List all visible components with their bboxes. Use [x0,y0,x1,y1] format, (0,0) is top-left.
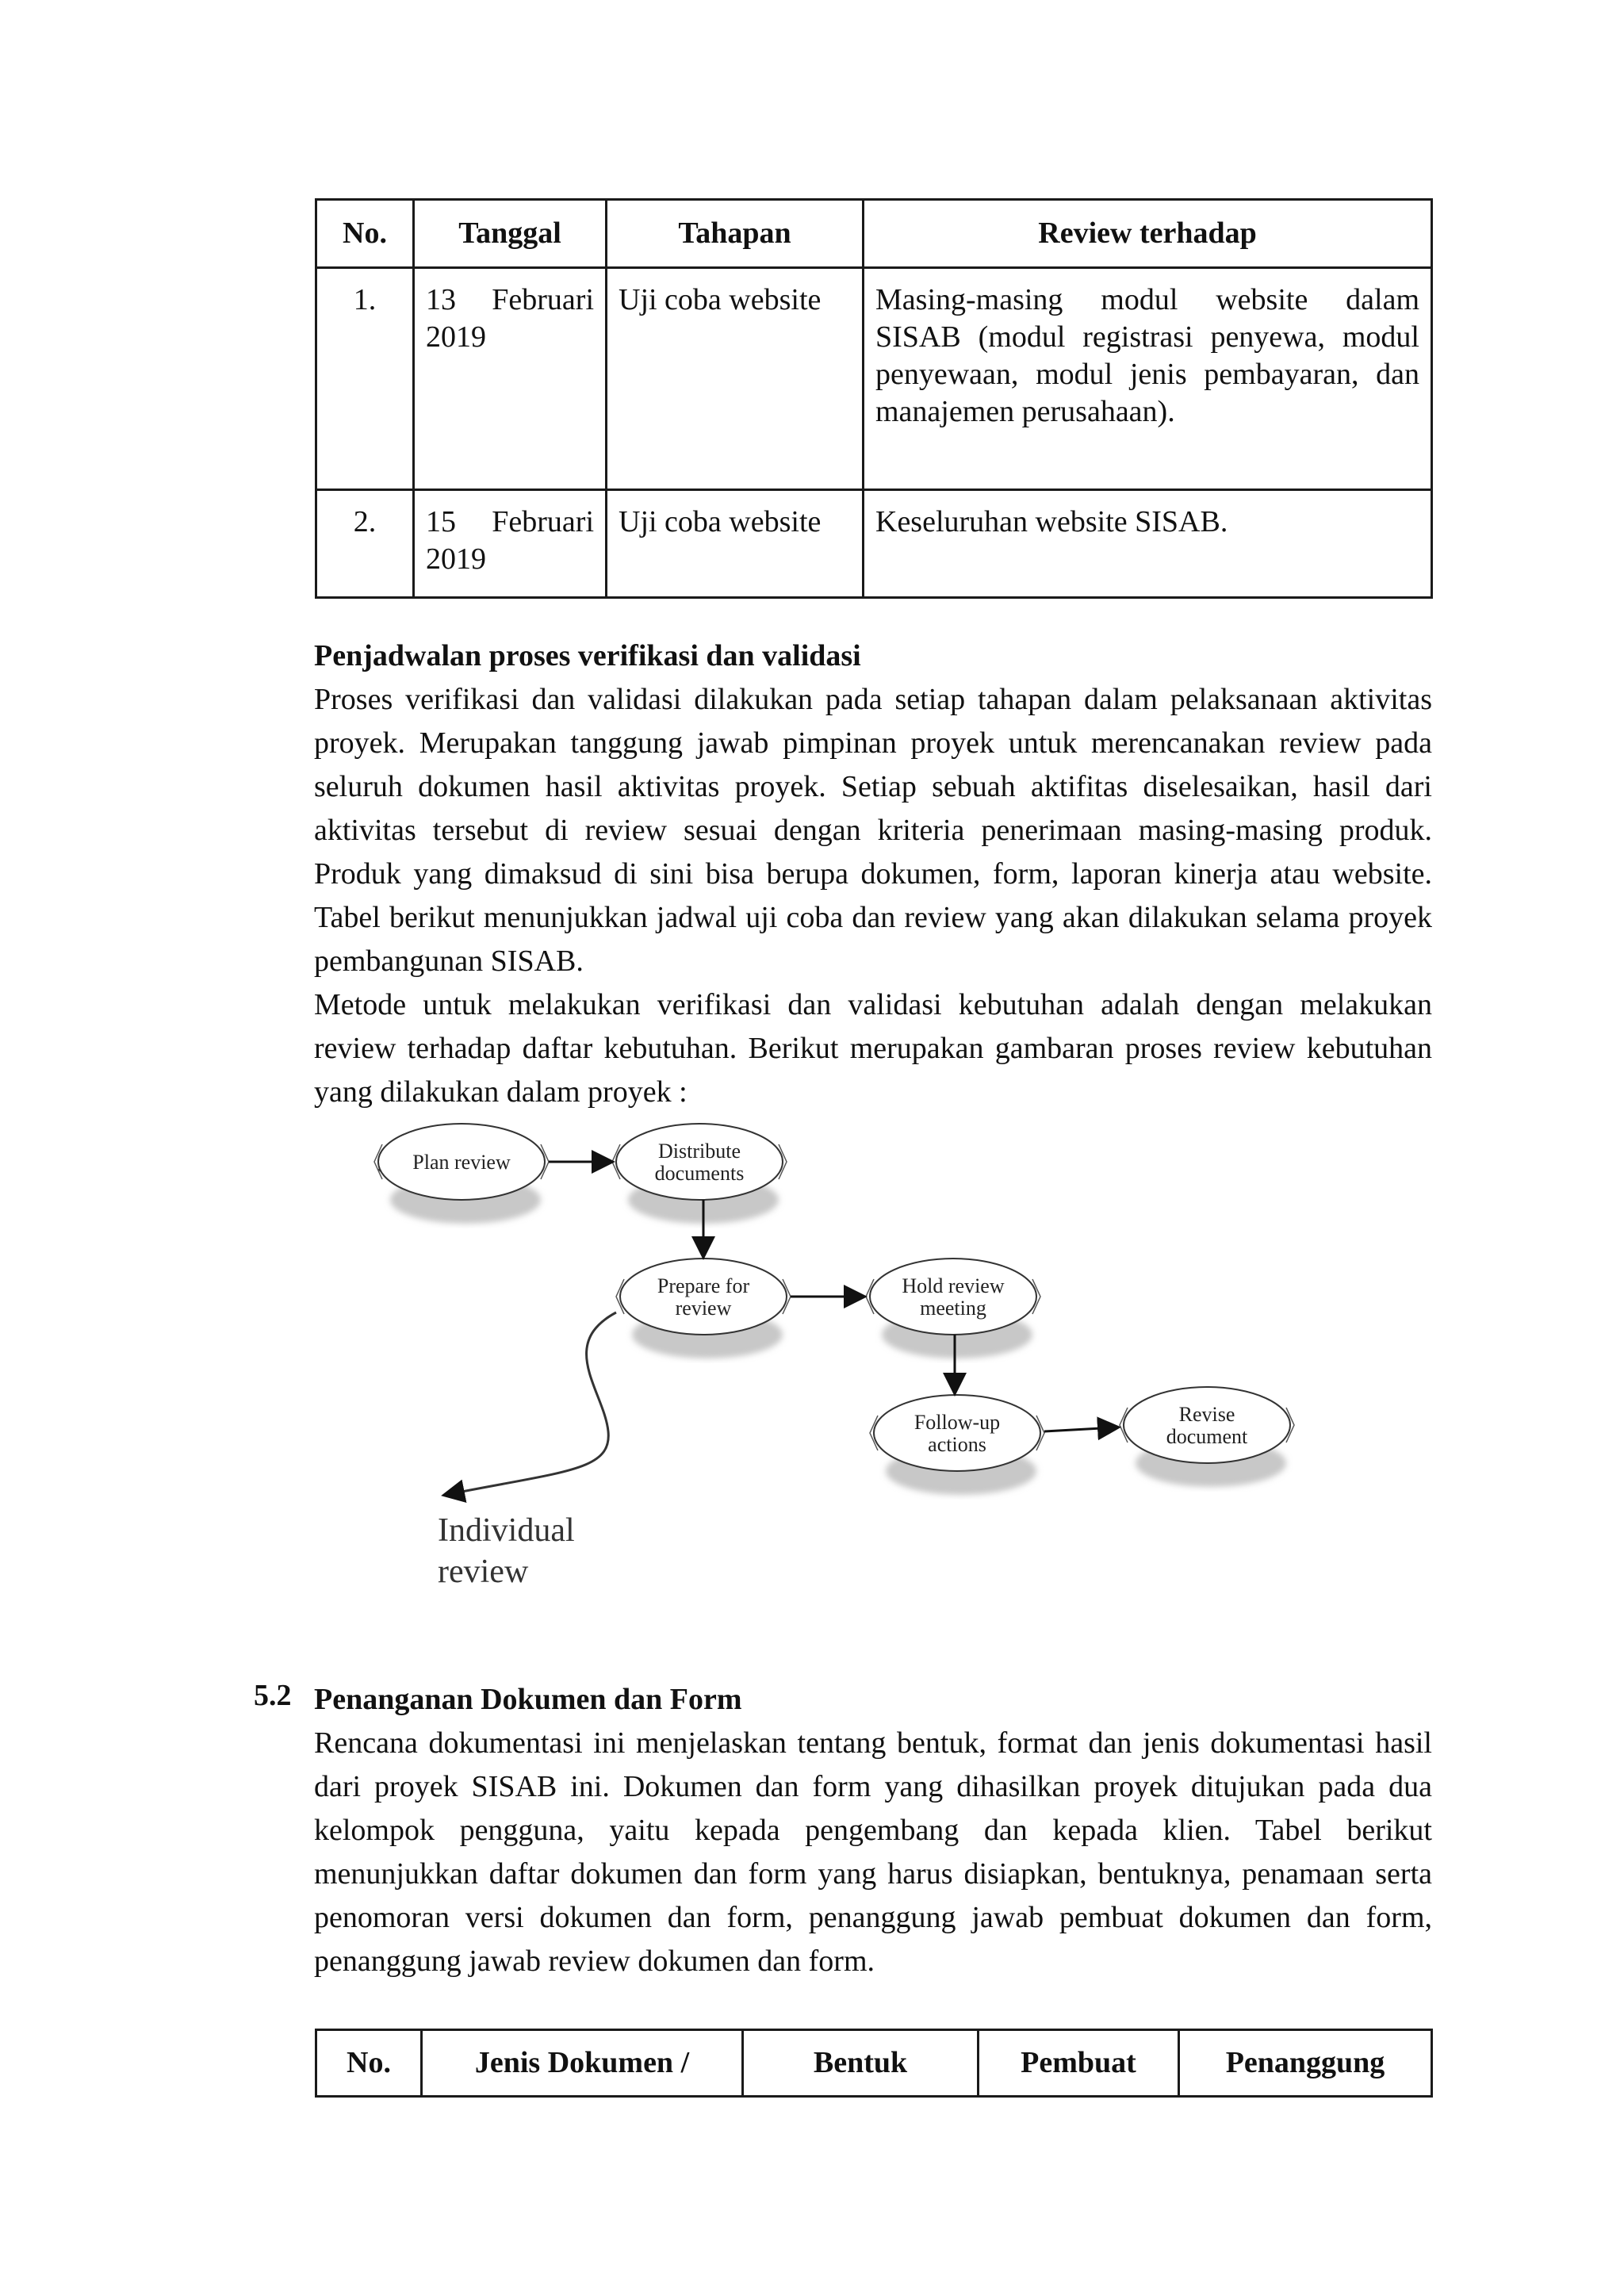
node-label: Plan review [412,1151,511,1174]
svg-text:actions: actions [928,1433,986,1456]
section-number: 5.2 [254,1679,292,1712]
header-bentuk: Bentuk [743,2030,979,2097]
paragraph-verifikasi: Proses verifikasi dan validasi dilakukan pada setiap tahapan dalam pelaksanaan aktivitas proyek. Merupakan tanggung jawab pimpinan proyek untuk merencanakan review pada seluruh dokumen hasil aktivitas proyek. Setiap sebuah aktifitas diselesaikan, hasil dari aktivitas tersebut di review sesuai dengan kriteria penerimaan masing-masing produk. Produk yang dimaksud di sini bisa berupa dokumen, form, laporan kinerja atau website. Tabel berikut menunjukkan jadwal uji coba dan review yang akan dilakukan selama proyek pembangunan SISAB. [314,683,1432,978]
cell-tahapan: Uji coba website [607,268,864,490]
paragraph-52: Rencana dokumentasi ini menjelaskan tentang bentuk, format dan jenis dokumentasi hasil dari proyek SISAB ini. Dokumen dan form yang dihasilkan proyek ditujukan pada dua kelompok pengguna, yaitu kepada pengembang dan kepada klien. Tabel berikut menunjukkan daftar dokumen dan form yang harus disiapkan, bentuknya, penamaan serta penomoran versi dokumen dan form, penanggung jawab pembuat dokumen dan form, penanggung jawab review dokumen dan form. [314,1726,1432,1978]
node-follow-up-actions [870,1395,1044,1495]
node-hold-review-meeting [866,1259,1040,1358]
arrow-individual-review [446,1312,616,1495]
table-row [316,490,1432,598]
header-review: Review terhadap [864,200,1432,268]
header-no: No. [316,2030,422,2097]
individual-review-label: Individual [438,1512,575,1549]
document-table [315,2029,1433,2098]
arrow [1044,1427,1116,1431]
review-schedule-table [315,198,1433,599]
svg-text:Follow-up: Follow-up [914,1411,1001,1434]
paragraph-metode: Metode untuk melakukan verifikasi dan validasi kebutuhan adalah dengan melakukan review terhadap daftar kebutuhan. Berikut merupakan gambaran proses review kebutuhan yang dilakukan dalam proyek : [314,988,1432,1109]
node-prepare-for-review [616,1259,791,1358]
node-plan-review [374,1124,549,1224]
cell-no: 1. [316,268,414,490]
header-tanggal: Tanggal [414,200,607,268]
svg-text:Revise: Revise [1178,1403,1235,1426]
node-distribute-documents [612,1124,787,1224]
cell-review: Masing-masing modul website dalam SISAB (modul registrasi penyewa, modul penyewaan, modul jenis pembayaran, dan manajemen perusahaan). [864,268,1432,490]
header-tahapan: Tahapan [607,200,864,268]
svg-text:meeting: meeting [920,1297,986,1320]
table-header-row [316,2030,1432,2097]
header-jenis-dokumen: Jenis Dokumen / [422,2030,743,2097]
svg-text:Hold review: Hold review [902,1274,1005,1297]
header-penanggung: Penanggung [1179,2030,1432,2097]
cell-review: Keseluruhan website SISAB. [864,490,1432,598]
svg-text:document: document [1166,1425,1248,1448]
node-revise-document [1120,1387,1294,1487]
cell-tahapan: Uji coba website [607,490,864,598]
svg-text:Distribute: Distribute [658,1140,741,1163]
svg-text:review: review [675,1297,732,1320]
cell-no: 2. [316,490,414,598]
table-header-row [316,200,1432,268]
svg-text:documents: documents [654,1162,745,1185]
svg-text:review: review [438,1554,529,1590]
header-pembuat: Pembuat [979,2030,1179,2097]
section-heading-52: Penanganan Dokumen dan Form [314,1683,742,1716]
section-heading-verifikasi: Penjadwalan proses verifikasi dan validasi [314,639,861,672]
cell-tanggal: 13 Februari 2019 [414,268,607,490]
header-no: No. [316,200,414,268]
svg-text:Prepare for: Prepare for [657,1274,750,1297]
cell-tanggal: 15 Februari 2019 [414,490,607,598]
review-process-diagram [358,1114,1248,1590]
table-row [316,268,1432,490]
